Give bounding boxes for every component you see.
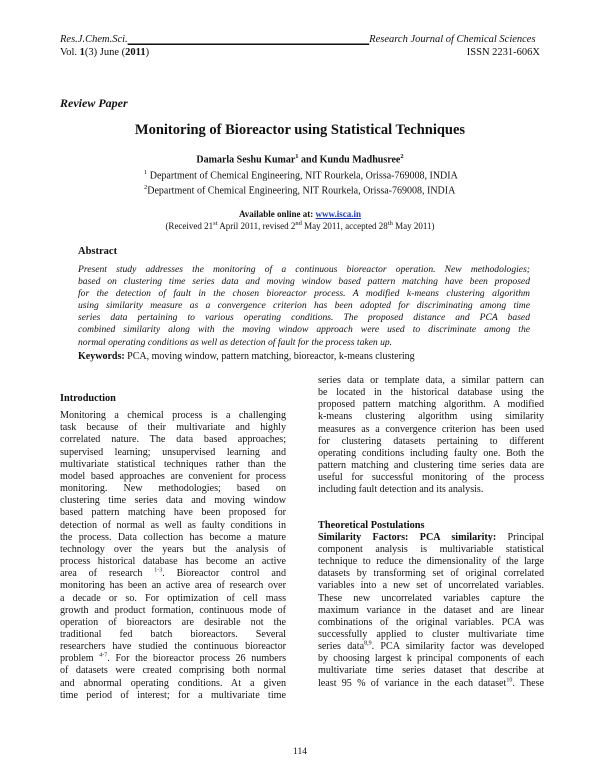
citation: 8,9 bbox=[364, 640, 372, 647]
affiliation-2: $^2$Department of Chemical Engineering, NIT Rourkela, Orissa-769008, INDIA bbox=[144, 184, 456, 197]
availability: Available online at: www.isca.in bbox=[238, 209, 362, 219]
introduction-heading: Introduction bbox=[60, 393, 116, 404]
affiliation-1: $^1$ Department of Chemical Engineering, NIT Rourkela, Orissa-769008, INDIA bbox=[144, 169, 458, 182]
abstract-body: Present study addresses the monitoring of a continuous bioreactor operation. New methodologies; based on clustering time series data and moving window based pattern matching have been proposed for the detection of fault in the chosen bioreactor process. A modified k-means clustering algorithm using similarity measure as a convergence criterion has been adopted for discriminating among time series data pertaining to various operating conditions. The proposed distance and PCA based combined similarity along with the moving window approach were used to discriminate among the normal operating conditions as well as detection of fault for the process taken up. bbox=[78, 264, 530, 348]
theoretical-postulations-heading: Theoretical Postulations bbox=[318, 519, 425, 531]
introduction-column: Introduction Monitoring a chemical process is a challenging task because of their multivariate and highly correlated nature. The data based approaches; supervised learning; unsupervised learning and multivariate statistical techniques rather than the model based approaches are convenient for process monitoring. New methodologies; based on clustering time series data and moving window based pattern matching have been proposed for detection of normal as well as faulty conditions in the process. Data collection has become a mature technology over the years but the analysis of process historical database has become an active area of research $^{1-3}$. Bioreactor control and monitoring has been an active area of research over a decade or so. For optimization of cell mass growth and product formation, continuous mode of operation of bioreactors are desirable not the traditional fed batch bioreactors. Several researchers have studied the continuous bioreactor problem $^{4-7}$. For the bioreactor process 26 numbers of datasets were created comprising both normal and abnormal operating conditions. At a given time period of interest; for a multivariate time bbox=[60, 393, 286, 701]
similarity-factors-subheading: Similarity Factors: PCA similarity: bbox=[318, 531, 497, 543]
citation: 10 bbox=[506, 677, 513, 684]
right-column: series data or template data, a similar pattern can be located in the historical database using the proposed pattern matching algorithm. A modified k-means clustering algorithm using similarity measures as a convergence criterion has been used for clustering datasets pertaining to different operating conditions including faulty one. Both the pattern matching and clustering time series data are useful for successful monitoring of the process including fault detection and its analysis. Theoretical Postulations Similarity Factors: PCA similarity: Principal component analysis is multivariable statistical technique to reduce the dimensionality of the large datasets by transforming set of original correlated variables into a new set of uncorrelated variables. These new uncorrelated variables capture the maximum variance in the dataset and are linear combinations of the original variables. PCA was successfully applied to cluster multivariate time series data$^{8,9}$. PCA similarity factor was developed by choosing largest k principal components of each multivariate time series dataset that describe at least 95 % of variance in the each dataset$^{10}$. These bbox=[318, 375, 545, 689]
page-number: 114 bbox=[293, 747, 307, 757]
keywords: Keywords: PCA, moving window, pattern matching, bioreactor, k-means clustering bbox=[78, 351, 415, 362]
citation: 1-3 bbox=[154, 567, 163, 574]
journal-abbrev: Res.J.Chem.Sci. bbox=[60, 34, 128, 45]
volume-info: Vol. 1(3) June (2011) bbox=[60, 47, 150, 58]
journal-header-line: Res.J.Chem.Sci.______________________________________________Research Journal of Chemical Sciences bbox=[60, 34, 536, 45]
article-type: Review Paper bbox=[60, 96, 128, 110]
author-1: Damarla Seshu Kumar bbox=[196, 154, 296, 166]
authors: Damarla Seshu Kumar$^1$ and Kundu Madhusree$^2$ bbox=[196, 153, 404, 166]
abstract-heading: Abstract bbox=[78, 246, 118, 257]
received-dates: (Received 21st April 2011, revised 2nd May 2011, accepted 28th May 2011) bbox=[165, 220, 435, 231]
journal-link[interactable]: www.isca.in bbox=[315, 209, 362, 219]
paper-title: Monitoring of Bioreactor using Statistical Techniques bbox=[134, 122, 466, 138]
author-2: Kundu Madhusree bbox=[319, 154, 401, 166]
journal-name: Research Journal of Chemical Sciences bbox=[369, 34, 536, 45]
citation: 4-7 bbox=[99, 652, 108, 659]
issn: ISSN 2231-606X bbox=[466, 47, 540, 58]
